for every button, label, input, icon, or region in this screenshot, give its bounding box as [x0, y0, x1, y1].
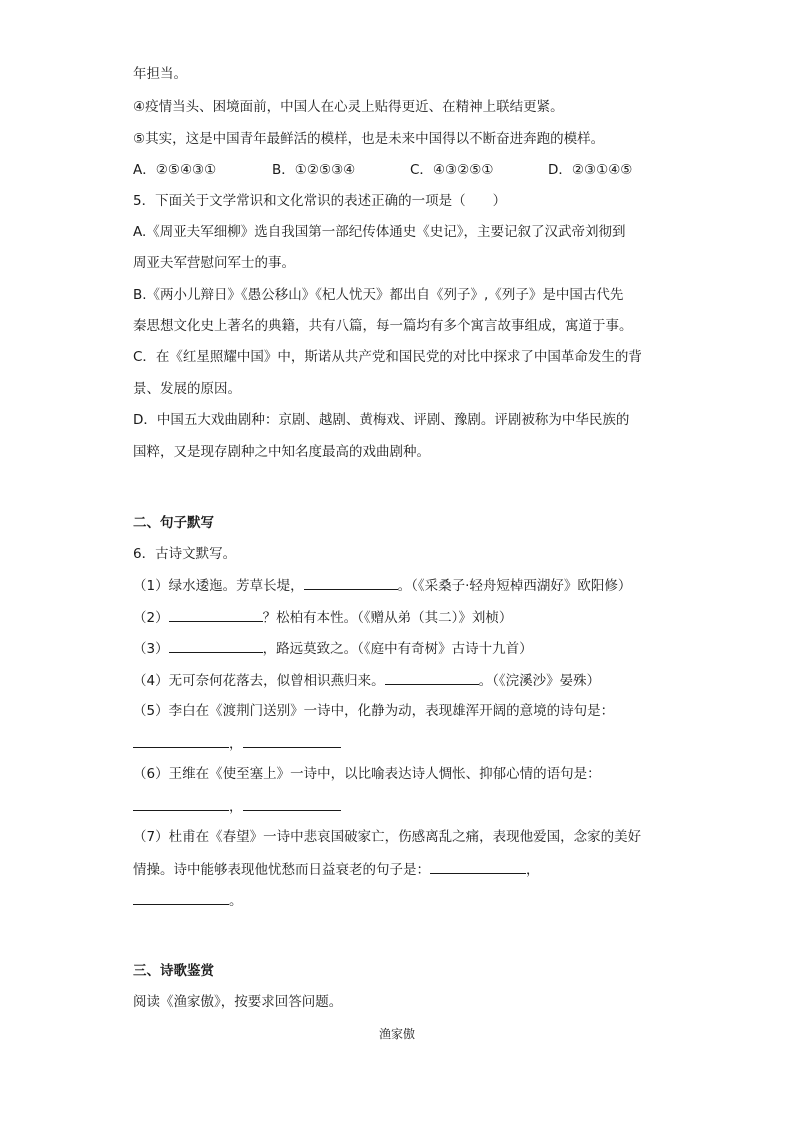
- q6-item-5: （5）李白在《渡荆门送别》一诗中，化静为动，表现雄浑开阔的意境的诗句是：: [133, 703, 615, 719]
- answer-blank[interactable]: [243, 733, 341, 748]
- q5-option-b-line-2: 秦思想文化史上著名的典籍，共有八篇，每一篇均有多个寓言故事组成，寓道于事。: [133, 318, 633, 334]
- q6-item-7-text: 情操。诗中能够表现他忧愁而日益衰老的句子是：: [133, 862, 430, 878]
- q6-item-3: [133, 638, 533, 659]
- comma: ，: [229, 736, 243, 752]
- q6-item-4: [133, 670, 600, 691]
- q6-item-6-answer: [133, 796, 341, 817]
- q6-item-3-after: ，路远莫致之。（《庭中有奇树》古诗十九首）: [262, 641, 533, 657]
- q5-option-c-line-1: C．在《红星照耀中国》中，斯诺从共产党和国民党的对比中探求了中国革命发生的背: [133, 349, 642, 365]
- q4-option-a: A．②⑤④③①: [133, 162, 217, 178]
- q4-option-b: B．①②⑤③④: [272, 162, 356, 178]
- answer-blank[interactable]: [430, 859, 526, 874]
- q4-line-3: ⑤其实，这是中国青年最鲜活的模样，也是未来中国得以不断奋进奔跑的模样。: [133, 131, 605, 147]
- q5-option-c-line-2: 景、发展的原因。: [133, 381, 241, 397]
- answer-blank[interactable]: [133, 733, 229, 748]
- section-3-heading: 三、诗歌鉴赏: [133, 963, 214, 979]
- answer-blank[interactable]: [243, 796, 341, 811]
- comma: ，: [229, 799, 243, 815]
- answer-blank[interactable]: [385, 670, 479, 685]
- answer-blank[interactable]: [133, 890, 229, 905]
- q5-option-b-line-1: B.《两小儿辩日》《愚公移山》《杞人忧天》都出自《列子》,《列子》是中国古代先: [133, 287, 624, 303]
- q6-item-7-line-1: （7）杜甫在《春望》一诗中悲哀国破家亡，伤感离乱之痛，表现他爱国，念家的美好: [133, 829, 642, 845]
- section-2-heading: 二、句子默写: [133, 515, 214, 531]
- q6-item-7-line-2: [133, 859, 540, 880]
- poem-title: 渔家傲: [378, 1027, 415, 1041]
- q5-option-a-line-2: 周亚夫军营慰问军士的事。: [133, 255, 295, 271]
- q6-item-5-answer: [133, 733, 341, 754]
- section-3-intro: 阅读《渔家傲》，按要求回答问题。: [133, 994, 343, 1010]
- q5-option-d-line-2: 国粹，又是现存剧种之中知名度最高的戏曲剧种。: [133, 444, 430, 460]
- answer-blank[interactable]: [133, 796, 229, 811]
- q4-option-d: D．②③①④⑤: [548, 162, 633, 178]
- q6-item-4-after: 。（《浣溪沙》晏殊）: [478, 673, 601, 689]
- answer-blank[interactable]: [169, 638, 263, 653]
- q4-option-c: C．④③②⑤①: [410, 162, 494, 178]
- q6-item-1: [133, 575, 631, 596]
- q6-item-6: （6）王维在《使至塞上》一诗中，以比喻表达诗人惆怅、抑郁心情的语句是：: [133, 766, 601, 782]
- q4-line-1: 年担当。: [133, 66, 187, 82]
- comma: ，: [526, 862, 540, 878]
- q6-item-3-before: （3）: [133, 641, 169, 657]
- q6-stem: 6．古诗文默写。: [133, 546, 237, 562]
- q5-option-a-line-1: A.《周亚夫军细柳》选自我国第一部纪传体通史《史记》，主要记叙了汉武帝刘彻到: [133, 224, 626, 240]
- period: 。: [229, 893, 243, 909]
- q6-item-2: [133, 607, 512, 628]
- q6-item-2-before: （2）: [133, 610, 169, 626]
- q6-item-2-after: ？松柏有本性。（《赠从弟（其二）》刘桢）: [262, 610, 513, 626]
- q6-item-1-before: （1）绿水逶迤。芳草长堤，: [133, 578, 304, 594]
- q4-line-2: ④疫情当头、困境面前，中国人在心灵上贴得更近、在精神上联结更紧。: [133, 99, 564, 115]
- q6-item-4-before: （4）无可奈何花落去，似曾相识燕归来。: [133, 673, 385, 689]
- q5-option-d-line-1: D．中国五大戏曲剧种：京剧、越剧、黄梅戏、评剧、豫剧。评剧被称为中华民族的: [133, 412, 630, 428]
- answer-blank[interactable]: [169, 607, 263, 622]
- q6-item-1-after: 。（《采桑子·轻舟短棹西湖好》欧阳修）: [397, 578, 632, 594]
- q5-stem: 5．下面关于文学常识和文化常识的表述正确的一项是（ ）: [133, 193, 507, 209]
- answer-blank[interactable]: [304, 575, 398, 590]
- q6-item-7-answer: [133, 890, 243, 911]
